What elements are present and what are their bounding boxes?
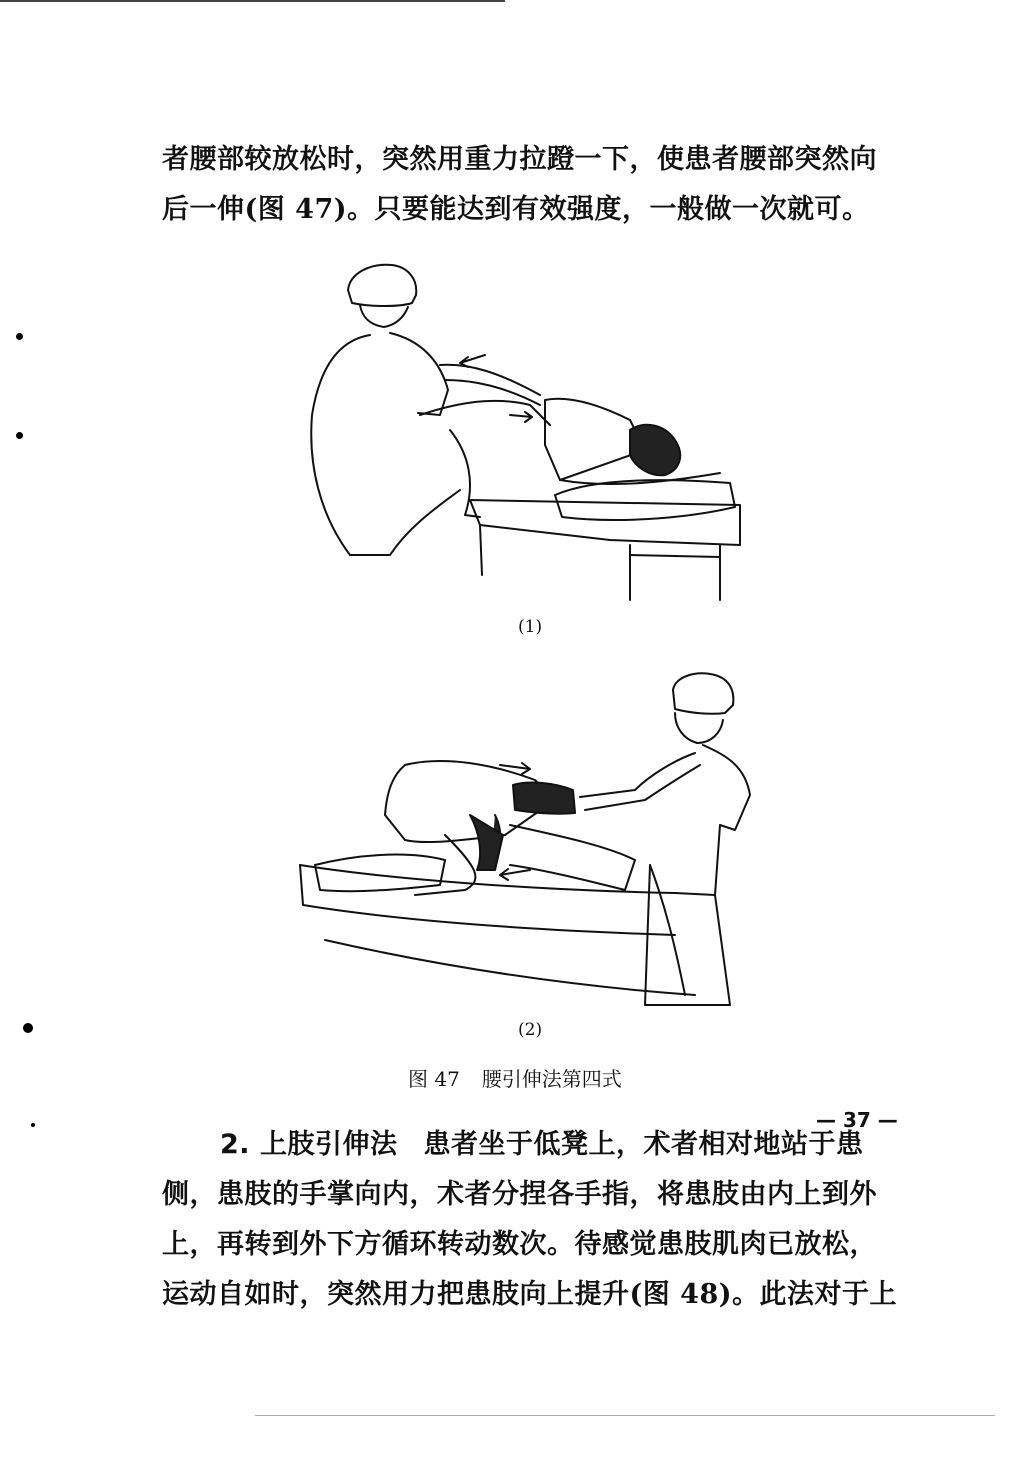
figure-caption [408,1063,622,1092]
top-rule [0,0,505,2]
paragraph-2 [162,1120,902,1320]
paragraph-2-line-2: 侧，患肢的手掌向内，术者分捏各手指，将患肢由内上到外 [162,1179,877,1210]
scan-dot [16,432,23,439]
paragraph-2-line-3: 上，再转到外下方循环转动数次。待感觉患肢肌肉已放松， [162,1229,877,1260]
paragraph-2-line-1-text: 患者坐于低凳上，术者相对地站于患 [423,1129,864,1160]
page-number: — 37 — [816,1108,898,1132]
section-heading: 2. 上肢引伸法 [220,1129,398,1160]
figure-sublabel-2: (2) [518,1020,543,1040]
scan-dot [23,1023,33,1033]
bottom-scan-rule [255,1415,995,1416]
paragraph-2-line-1 [162,1120,902,1170]
paragraph-1-line-1: 者腰部较放松时，突然用重力拉蹬一下，使患者腰部突然向 [162,144,877,175]
figure-caption-title: 腰引伸法第四式 [481,1067,622,1091]
paragraph-2-line-4: 运动自如时，突然用力把患肢向上提升(图 48)。此法对于上 [162,1279,898,1310]
scan-dot [31,1123,35,1127]
figure-47-2-illustration [255,665,775,1015]
paragraph-1-line-2: 后一伸(图 47)。只要能达到有效强度，一般做一次就可。 [162,194,870,225]
scan-dot [16,333,23,340]
figure-sublabel-1: (1) [518,617,543,637]
paragraph-1 [162,135,902,235]
figure-caption-number: 图 47 [408,1067,460,1091]
figure-47-1-illustration [300,255,750,605]
